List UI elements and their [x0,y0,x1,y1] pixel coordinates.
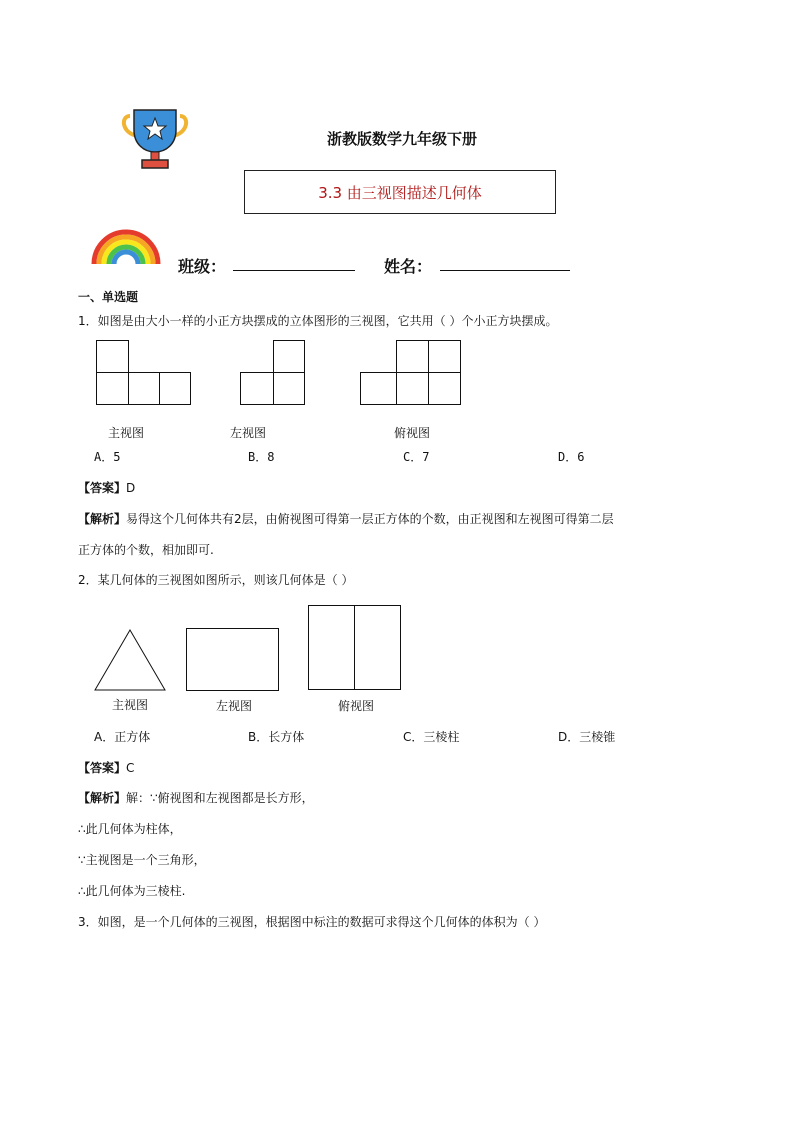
q2-option-d[interactable]: D．三棱锥 [558,730,616,744]
q1-option-c[interactable]: C．7 [403,450,430,464]
q2-answer [78,758,134,778]
rainbow-icon [90,228,162,266]
q1-option-a[interactable]: A．5 [94,450,121,464]
lesson-subtitle-box [244,170,556,214]
q2-option-c[interactable]: C．三棱柱 [403,730,460,744]
q2-analysis-line-3: ∵主视图是一个三角形， [78,853,206,867]
q1-analysis-tag: 【解析】 [78,512,127,526]
document-title: 浙教版数学九年级下册 [326,130,477,148]
q2-answer-tag: 【答案】 [78,761,127,775]
q1-front-view [96,340,192,406]
q1-option-d[interactable]: D．6 [558,450,585,464]
q2-analysis-line-4: ∴此几何体为三棱柱. [78,884,186,898]
q1-answer [78,478,135,498]
q1-top-view [360,340,462,406]
q1-answer-value: D [126,481,136,495]
q2-option-b[interactable]: B．长方体 [248,730,305,744]
class-field[interactable] [233,270,355,271]
question-2-text: 2．某几何体的三视图如图所示，则该几何体是（ ） [78,573,354,587]
lesson-subtitle: 3.3 由三视图描述几何体 [318,183,482,202]
q2-left-view-rectangle [186,628,280,692]
q2-option-a[interactable]: A．正方体 [94,730,151,744]
q2-analysis-text-1: 解：∵俯视图和左视图都是长方形， [126,791,314,805]
q2-caption-left: 左视图 [215,699,252,713]
q2-top-view-rectangle [308,605,402,691]
question-1-text: 1．如图是由大小一样的小正方块摆成的立体图形的三视图，它共用（ ）个小正方块摆成。 [78,314,558,328]
q2-answer-value: C [126,761,135,775]
q1-caption-top: 俯视图 [393,426,430,440]
q1-option-b[interactable]: B．8 [248,450,275,464]
q1-analysis-text-1: 易得这个几何体共有2层，由俯视图可得第一层正方体的个数，由正视图和左视图可得第二层 [126,512,614,526]
q2-caption-front: 主视图 [111,698,148,712]
name-field[interactable] [440,270,570,271]
q2-front-view-triangle [94,629,166,691]
q1-analysis-line-1 [78,509,614,529]
q1-caption-front: 主视图 [107,426,144,440]
q1-answer-tag: 【答案】 [78,481,127,495]
q1-left-view [240,340,306,406]
q2-analysis-tag: 【解析】 [78,791,127,805]
q2-caption-top: 俯视图 [337,699,374,713]
q1-analysis-line-2: 正方体的个数，相加即可. [78,543,214,557]
q2-analysis-line-2: ∴此几何体为柱体， [78,822,182,836]
name-label: 姓名： [384,257,433,276]
section-title: 一、单选题 [78,290,139,304]
class-label: 班级： [178,257,227,276]
q2-analysis-line-1 [78,788,314,808]
question-3-text: 3．如图，是一个几何体的三视图，根据图中标注的数据可求得这个几何体的体积为（ ） [78,915,546,929]
q1-caption-left: 左视图 [229,426,266,440]
